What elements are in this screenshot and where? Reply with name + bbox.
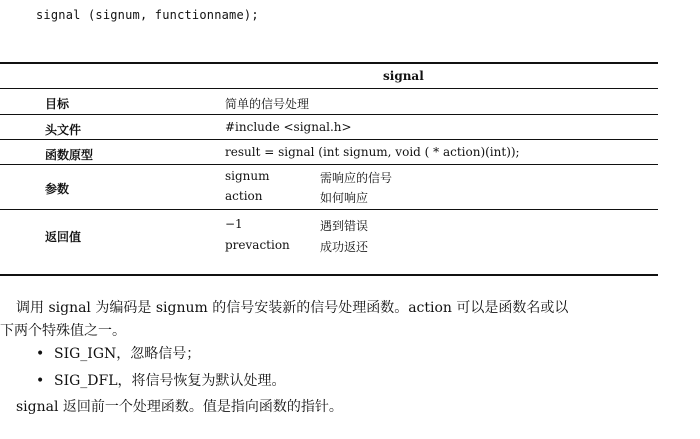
row-label-purpose: 目标 <box>45 97 70 111</box>
body-paragraph-line: 调用 signal 为编码是 signum 的信号安装新的信号处理函数。action 可以是函数名或以 <box>16 300 569 316</box>
table-row-prototype <box>0 140 658 165</box>
param-desc: 需响应的信号 <box>320 171 393 185</box>
table-row-purpose <box>0 89 658 115</box>
table-header-row <box>0 64 658 89</box>
return-value-name: −1 <box>225 217 243 231</box>
row-label-returns: 返回值 <box>45 230 82 244</box>
param-name: signum <box>225 169 270 183</box>
return-value-desc: 成功返还 <box>320 240 369 254</box>
param-name: action <box>225 189 263 203</box>
table-row-include <box>0 115 658 140</box>
table-row-returns <box>0 210 658 274</box>
row-value-include: #include <signal.h> <box>225 120 352 134</box>
table-row-params <box>0 165 658 210</box>
return-value-name: prevaction <box>225 238 290 252</box>
bullet-icon: • <box>36 373 45 389</box>
body-paragraph-line: 下两个特殊值之一。 <box>0 323 126 339</box>
row-label-include: 头文件 <box>45 123 82 137</box>
table-header-title: signal <box>383 69 424 83</box>
return-value-desc: 遇到错误 <box>320 219 369 233</box>
body-paragraph-line: signal 返回前一个处理函数。值是指向函数的指针。 <box>16 399 343 415</box>
row-value-prototype: result = signal (int signum, void ( * action)(int)); <box>225 145 520 159</box>
bullet-text: SIG_IGN，忽略信号； <box>54 346 201 362</box>
bullet-text: SIG_DFL，将信号恢复为默认处理。 <box>54 373 286 389</box>
param-desc: 如何响应 <box>320 191 369 205</box>
row-value-purpose: 简单的信号处理 <box>225 97 310 111</box>
row-label-prototype: 函数原型 <box>45 148 94 162</box>
function-signature: signal (signum, functionname); <box>36 8 259 22</box>
row-label-params: 参数 <box>45 182 70 196</box>
bullet-icon: • <box>36 346 45 362</box>
bullet-item <box>36 343 200 365</box>
bullet-item <box>36 370 286 392</box>
function-reference-table <box>0 62 658 276</box>
